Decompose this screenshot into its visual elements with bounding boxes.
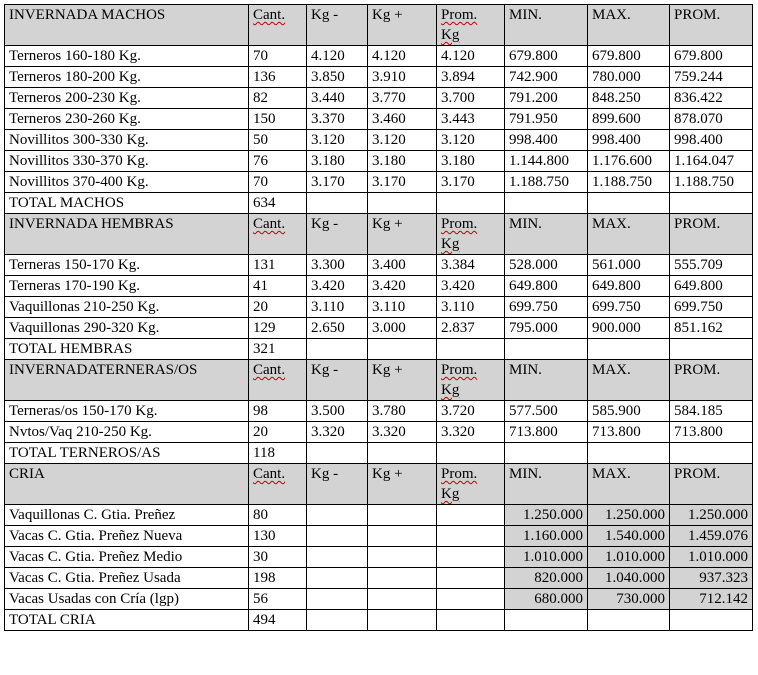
column-header-label: MIN. xyxy=(509,216,542,232)
column-header xyxy=(670,214,753,255)
cell-min: 1.250.000 xyxy=(505,505,588,526)
cell-max: 561.000 xyxy=(588,255,670,276)
cell-kgmax: 3.170 xyxy=(368,172,437,193)
column-header-label: Cant. xyxy=(253,216,286,232)
empty-cell xyxy=(670,610,753,631)
row-label: Vaquillonas C. Gtia. Preñez xyxy=(5,505,249,526)
cell-min: 713.800 xyxy=(505,422,588,443)
cell-max: 585.900 xyxy=(588,401,670,422)
cell-prom-kg: 3.894 xyxy=(437,67,505,88)
cell-prom: 1.459.076 xyxy=(670,526,753,547)
row-label: Terneros 180-200 Kg. xyxy=(5,67,249,88)
cell-min: 998.400 xyxy=(505,130,588,151)
cell-prom-kg: 3.170 xyxy=(437,172,505,193)
column-header-label: Cant. xyxy=(253,466,286,482)
total-label: TOTAL CRIA xyxy=(5,610,249,631)
cell-max: 780.000 xyxy=(588,67,670,88)
cell-min: 1.160.000 xyxy=(505,526,588,547)
cell-cant: 129 xyxy=(249,318,307,339)
cell-kgmin: 3.850 xyxy=(307,67,368,88)
cell-kgmax: 3.320 xyxy=(368,422,437,443)
column-header xyxy=(249,464,307,505)
total-row xyxy=(5,193,753,214)
cell-kgmin: 3.420 xyxy=(307,276,368,297)
cell-kgmax: 3.770 xyxy=(368,88,437,109)
row-label: Vaquillonas 210-250 Kg. xyxy=(5,297,249,318)
cell-prom-kg xyxy=(437,505,505,526)
total-label: TOTAL HEMBRAS xyxy=(5,339,249,360)
cell-cant: 76 xyxy=(249,151,307,172)
cell-cant: 198 xyxy=(249,568,307,589)
row-label: Terneros 230-260 Kg. xyxy=(5,109,249,130)
table-row xyxy=(5,568,753,589)
section-title: INVERNADATERNERAS/OS xyxy=(5,360,249,401)
cell-prom: 1.010.000 xyxy=(670,547,753,568)
total-label: TOTAL MACHOS xyxy=(5,193,249,214)
empty-cell xyxy=(368,193,437,214)
column-header-label: MIN. xyxy=(509,466,542,482)
empty-cell xyxy=(368,610,437,631)
row-label: Novillitos 300-330 Kg. xyxy=(5,130,249,151)
cell-min: 1.144.800 xyxy=(505,151,588,172)
cell-prom-kg: 3.420 xyxy=(437,276,505,297)
cell-prom: 878.070 xyxy=(670,109,753,130)
column-header-label: Kg + xyxy=(372,466,403,482)
table-row xyxy=(5,172,753,193)
column-header-label: Kg - xyxy=(311,7,339,23)
cell-max: 713.800 xyxy=(588,422,670,443)
column-header xyxy=(368,214,437,255)
empty-cell xyxy=(505,339,588,360)
cell-prom-kg: 3.720 xyxy=(437,401,505,422)
column-header xyxy=(588,5,670,46)
cell-cant: 136 xyxy=(249,67,307,88)
table-row xyxy=(5,422,753,443)
cell-min: 577.500 xyxy=(505,401,588,422)
cell-kgmin: 3.180 xyxy=(307,151,368,172)
table-row xyxy=(5,276,753,297)
cell-kgmin: 3.300 xyxy=(307,255,368,276)
cell-max: 899.600 xyxy=(588,109,670,130)
column-header-label: Prom. Kg xyxy=(441,362,478,398)
column-header-label: PROM. xyxy=(674,466,721,482)
cell-kgmax: 3.110 xyxy=(368,297,437,318)
cell-prom: 555.709 xyxy=(670,255,753,276)
cell-min: 680.000 xyxy=(505,589,588,610)
empty-cell xyxy=(437,610,505,631)
cell-max: 998.400 xyxy=(588,130,670,151)
column-header xyxy=(307,464,368,505)
total-cant: 321 xyxy=(249,339,307,360)
column-header-label: Cant. xyxy=(253,362,286,378)
cell-prom: 1.250.000 xyxy=(670,505,753,526)
column-header-label: Kg + xyxy=(372,216,403,232)
cell-max: 1.540.000 xyxy=(588,526,670,547)
column-header xyxy=(437,5,505,46)
cell-kgmin: 2.650 xyxy=(307,318,368,339)
column-header-label: Kg - xyxy=(311,466,339,482)
cell-kgmax: 3.420 xyxy=(368,276,437,297)
table-row xyxy=(5,547,753,568)
cell-kgmin: 3.120 xyxy=(307,130,368,151)
cell-prom-kg xyxy=(437,568,505,589)
column-header-label: Prom. Kg xyxy=(441,7,478,43)
cell-cant: 20 xyxy=(249,422,307,443)
section-header-row xyxy=(5,360,753,401)
section-header-row xyxy=(5,5,753,46)
empty-cell xyxy=(505,193,588,214)
row-label: Terneras 170-190 Kg. xyxy=(5,276,249,297)
cell-prom-kg: 3.320 xyxy=(437,422,505,443)
table-row xyxy=(5,297,753,318)
cell-kgmax: 3.460 xyxy=(368,109,437,130)
cattle-price-table xyxy=(4,4,753,631)
empty-cell xyxy=(368,339,437,360)
table-row xyxy=(5,526,753,547)
cell-kgmin: 3.320 xyxy=(307,422,368,443)
column-header xyxy=(249,214,307,255)
row-label: Novillitos 330-370 Kg. xyxy=(5,151,249,172)
column-header xyxy=(437,360,505,401)
empty-cell xyxy=(588,339,670,360)
empty-cell xyxy=(437,193,505,214)
cell-kgmax xyxy=(368,589,437,610)
cell-kgmax xyxy=(368,568,437,589)
cell-kgmax: 3.780 xyxy=(368,401,437,422)
table-row xyxy=(5,255,753,276)
column-header xyxy=(670,5,753,46)
section-title: INVERNADA HEMBRAS xyxy=(5,214,249,255)
column-header xyxy=(505,360,588,401)
table-row xyxy=(5,46,753,67)
row-label: Vaquillonas 290-320 Kg. xyxy=(5,318,249,339)
cell-kgmax xyxy=(368,547,437,568)
cell-min: 679.800 xyxy=(505,46,588,67)
cell-kgmin: 3.440 xyxy=(307,88,368,109)
cell-prom: 712.142 xyxy=(670,589,753,610)
cell-cant: 70 xyxy=(249,46,307,67)
cell-cant: 41 xyxy=(249,276,307,297)
cell-kgmax: 3.400 xyxy=(368,255,437,276)
total-label: TOTAL TERNEROS/AS xyxy=(5,443,249,464)
cell-kgmin: 4.120 xyxy=(307,46,368,67)
column-header-label: Prom. Kg xyxy=(441,216,478,252)
cell-cant: 56 xyxy=(249,589,307,610)
cell-cant: 150 xyxy=(249,109,307,130)
total-row xyxy=(5,339,753,360)
cell-kgmax xyxy=(368,505,437,526)
cell-cant: 30 xyxy=(249,547,307,568)
cell-min: 649.800 xyxy=(505,276,588,297)
column-header xyxy=(368,360,437,401)
cell-prom-kg: 3.443 xyxy=(437,109,505,130)
column-header xyxy=(670,360,753,401)
row-label: Terneros 200-230 Kg. xyxy=(5,88,249,109)
column-header xyxy=(368,5,437,46)
table-body xyxy=(5,5,753,631)
cell-max: 699.750 xyxy=(588,297,670,318)
cell-kgmin xyxy=(307,505,368,526)
cell-max: 649.800 xyxy=(588,276,670,297)
column-header-label: MIN. xyxy=(509,362,542,378)
cell-prom-kg: 3.700 xyxy=(437,88,505,109)
table-row xyxy=(5,505,753,526)
empty-cell xyxy=(368,443,437,464)
cell-kgmin xyxy=(307,526,368,547)
cell-kgmin: 3.170 xyxy=(307,172,368,193)
cell-kgmin: 3.500 xyxy=(307,401,368,422)
cell-max: 1.250.000 xyxy=(588,505,670,526)
column-header-label: Kg - xyxy=(311,362,339,378)
row-label: Nvtos/Vaq 210-250 Kg. xyxy=(5,422,249,443)
section-header-row xyxy=(5,214,753,255)
column-header-label: Kg + xyxy=(372,362,403,378)
column-header-label: MAX. xyxy=(592,7,631,23)
cell-cant: 20 xyxy=(249,297,307,318)
total-cant: 494 xyxy=(249,610,307,631)
table-row xyxy=(5,130,753,151)
empty-cell xyxy=(670,193,753,214)
cell-max: 1.176.600 xyxy=(588,151,670,172)
cell-prom-kg: 3.120 xyxy=(437,130,505,151)
table-row xyxy=(5,151,753,172)
column-header-label: Cant. xyxy=(253,7,286,23)
cell-prom-kg: 2.837 xyxy=(437,318,505,339)
cell-prom-kg xyxy=(437,547,505,568)
cell-max: 1.188.750 xyxy=(588,172,670,193)
column-header xyxy=(588,360,670,401)
cell-max: 679.800 xyxy=(588,46,670,67)
empty-cell xyxy=(307,339,368,360)
column-header xyxy=(249,360,307,401)
cell-prom: 759.244 xyxy=(670,67,753,88)
empty-cell xyxy=(588,443,670,464)
cell-cant: 98 xyxy=(249,401,307,422)
column-header xyxy=(437,464,505,505)
total-row xyxy=(5,443,753,464)
cell-min: 699.750 xyxy=(505,297,588,318)
cell-min: 528.000 xyxy=(505,255,588,276)
cell-prom: 836.422 xyxy=(670,88,753,109)
column-header-label: PROM. xyxy=(674,7,721,23)
cell-max: 1.040.000 xyxy=(588,568,670,589)
column-header xyxy=(307,214,368,255)
column-header-label: Prom. Kg xyxy=(441,466,478,502)
cell-prom-kg: 3.110 xyxy=(437,297,505,318)
cell-cant: 82 xyxy=(249,88,307,109)
cell-max: 1.010.000 xyxy=(588,547,670,568)
empty-cell xyxy=(307,443,368,464)
cell-prom: 998.400 xyxy=(670,130,753,151)
table-row xyxy=(5,401,753,422)
table-row xyxy=(5,109,753,130)
column-header xyxy=(505,5,588,46)
empty-cell xyxy=(588,193,670,214)
table-row xyxy=(5,589,753,610)
cell-kgmax: 4.120 xyxy=(368,46,437,67)
cell-kgmin: 3.110 xyxy=(307,297,368,318)
cell-prom: 1.188.750 xyxy=(670,172,753,193)
cell-prom-kg: 3.180 xyxy=(437,151,505,172)
cell-min: 791.950 xyxy=(505,109,588,130)
column-header-label: PROM. xyxy=(674,216,721,232)
cell-prom: 851.162 xyxy=(670,318,753,339)
cell-cant: 80 xyxy=(249,505,307,526)
row-label: Terneros 160-180 Kg. xyxy=(5,46,249,67)
row-label: Vacas C. Gtia. Preñez Medio xyxy=(5,547,249,568)
cell-prom: 679.800 xyxy=(670,46,753,67)
cell-max: 848.250 xyxy=(588,88,670,109)
empty-cell xyxy=(307,193,368,214)
cell-prom: 649.800 xyxy=(670,276,753,297)
section-header-row xyxy=(5,464,753,505)
cell-prom: 713.800 xyxy=(670,422,753,443)
table-row xyxy=(5,318,753,339)
cell-cant: 130 xyxy=(249,526,307,547)
cell-prom-kg xyxy=(437,526,505,547)
empty-cell xyxy=(505,443,588,464)
empty-cell xyxy=(307,610,368,631)
cell-min: 795.000 xyxy=(505,318,588,339)
row-label: Terneras/os 150-170 Kg. xyxy=(5,401,249,422)
column-header xyxy=(307,360,368,401)
cell-max: 900.000 xyxy=(588,318,670,339)
column-header xyxy=(307,5,368,46)
column-header xyxy=(505,464,588,505)
column-header xyxy=(368,464,437,505)
column-header-label: PROM. xyxy=(674,362,721,378)
cell-min: 1.188.750 xyxy=(505,172,588,193)
row-label: Vacas C. Gtia. Preñez Nueva xyxy=(5,526,249,547)
column-header-label: MAX. xyxy=(592,362,631,378)
cell-kgmax: 3.120 xyxy=(368,130,437,151)
cell-kgmin xyxy=(307,547,368,568)
section-title: INVERNADA MACHOS xyxy=(5,5,249,46)
cell-kgmax: 3.000 xyxy=(368,318,437,339)
row-label: Terneras 150-170 Kg. xyxy=(5,255,249,276)
cell-prom: 584.185 xyxy=(670,401,753,422)
cell-max: 730.000 xyxy=(588,589,670,610)
column-header xyxy=(437,214,505,255)
total-cant: 118 xyxy=(249,443,307,464)
empty-cell xyxy=(505,610,588,631)
column-header-label: MAX. xyxy=(592,216,631,232)
empty-cell xyxy=(437,339,505,360)
cell-kgmin: 3.370 xyxy=(307,109,368,130)
column-header xyxy=(505,214,588,255)
total-row xyxy=(5,610,753,631)
column-header-label: MIN. xyxy=(509,7,542,23)
cell-kgmin xyxy=(307,589,368,610)
row-label: Vacas Usadas con Cría (lgp) xyxy=(5,589,249,610)
cell-prom: 937.323 xyxy=(670,568,753,589)
cell-cant: 131 xyxy=(249,255,307,276)
column-header xyxy=(670,464,753,505)
cell-kgmax xyxy=(368,526,437,547)
cell-min: 820.000 xyxy=(505,568,588,589)
cell-kgmax: 3.180 xyxy=(368,151,437,172)
cell-kgmin xyxy=(307,568,368,589)
cell-cant: 70 xyxy=(249,172,307,193)
column-header xyxy=(588,464,670,505)
row-label: Novillitos 370-400 Kg. xyxy=(5,172,249,193)
cell-prom: 1.164.047 xyxy=(670,151,753,172)
empty-cell xyxy=(670,339,753,360)
empty-cell xyxy=(670,443,753,464)
cell-prom-kg: 4.120 xyxy=(437,46,505,67)
section-title: CRIA xyxy=(5,464,249,505)
column-header-label: MAX. xyxy=(592,466,631,482)
column-header xyxy=(249,5,307,46)
column-header-label: Kg + xyxy=(372,7,403,23)
cell-min: 742.900 xyxy=(505,67,588,88)
cell-min: 791.200 xyxy=(505,88,588,109)
cell-prom-kg: 3.384 xyxy=(437,255,505,276)
row-label: Vacas C. Gtia. Preñez Usada xyxy=(5,568,249,589)
cell-min: 1.010.000 xyxy=(505,547,588,568)
empty-cell xyxy=(437,443,505,464)
cell-prom: 699.750 xyxy=(670,297,753,318)
column-header-label: Kg - xyxy=(311,216,339,232)
cell-prom-kg xyxy=(437,589,505,610)
cell-cant: 50 xyxy=(249,130,307,151)
total-cant: 634 xyxy=(249,193,307,214)
cell-kgmax: 3.910 xyxy=(368,67,437,88)
table-row xyxy=(5,67,753,88)
table-row xyxy=(5,88,753,109)
empty-cell xyxy=(588,610,670,631)
column-header xyxy=(588,214,670,255)
